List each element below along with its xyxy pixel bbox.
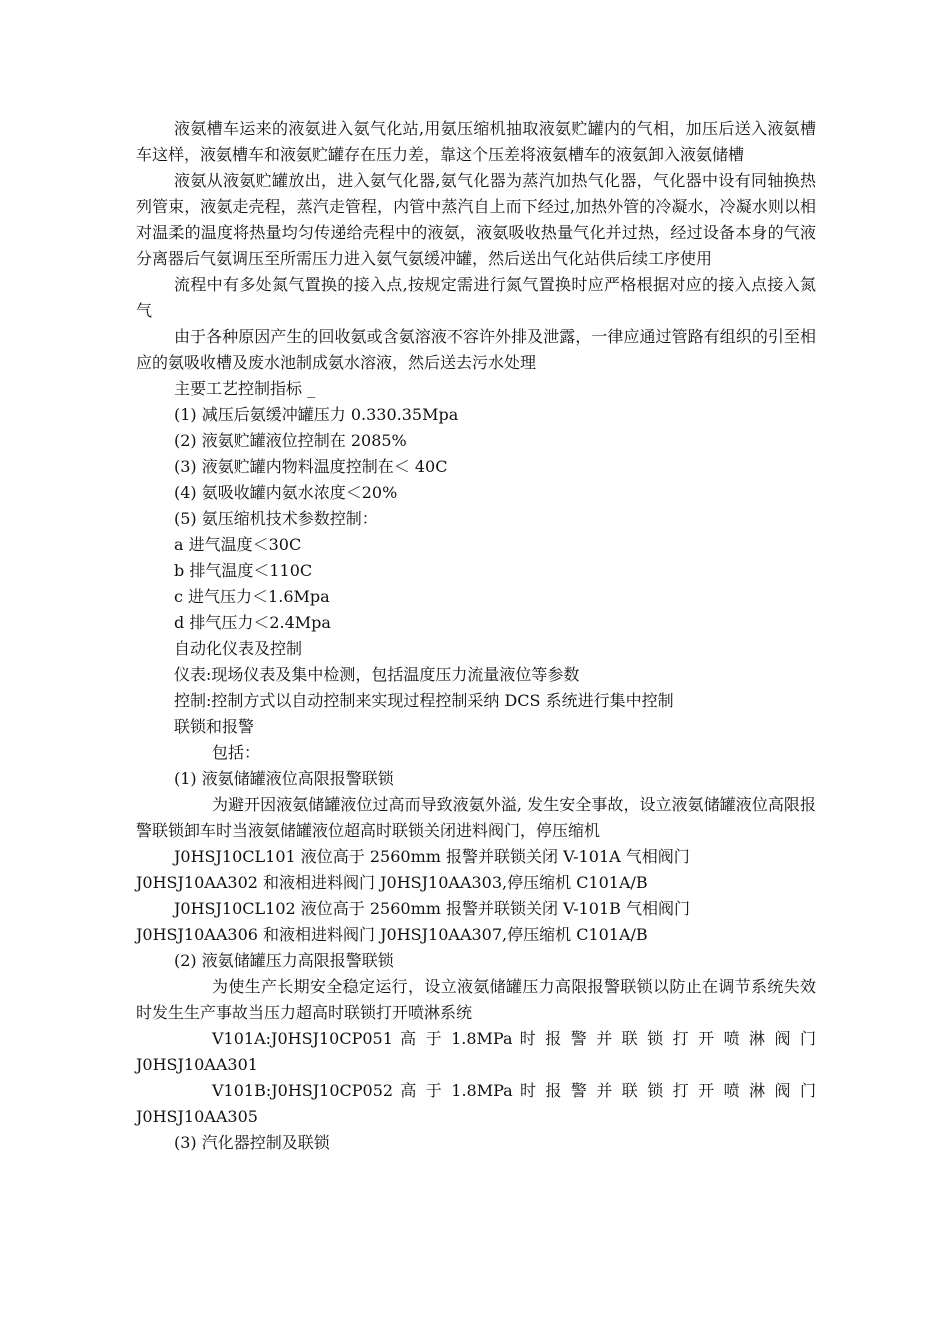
automation-heading: 自动化仪表及控制	[174, 639, 303, 658]
section1-line1b: J0HSJ10AA302 和液相进料阀门 J0HSJ10AA303,停压缩机 C101A/B	[136, 873, 648, 892]
section1-line2a: J0HSJ10CL102 液位高于 2560mm 报警并联锁关闭 V-101B 气相阀门	[174, 899, 690, 918]
compressor-param-c: c 进气压力＜1.6Mpa	[174, 587, 330, 606]
control-item-2: (2) 液氨贮罐液位控制在 2085%	[174, 431, 407, 450]
section2-line-a1: V101A:J0HSJ10CP051 高 于 1.8MPa 时 报 警 并 联 锁 打 开 喷 淋 阀 门	[212, 1029, 816, 1048]
control-item-5: (5) 氨压缩机技术参数控制：	[174, 509, 378, 528]
section2-line-b2: J0HSJ10AA305	[136, 1107, 258, 1126]
control-item-1: (1) 减压后氨缓冲罐压力 0.330.35Mpa	[174, 405, 459, 424]
compressor-param-a: a 进气温度＜30C	[174, 535, 302, 554]
control-item-4: (4) 氨吸收罐内氨水浓度＜20%	[174, 483, 398, 502]
interlock-heading: 联锁和报警	[174, 717, 255, 736]
paragraph-unloading: 液氨槽车运来的液氨进入氨气化站,用氨压缩机抽取液氨贮罐内的气相，加压后送入液氨槽车这样，液氨槽车和液氨贮罐存在压力差，靠这个压差将液氨槽车的液氨卸入液氨储槽	[136, 119, 816, 164]
compressor-param-b: b 排气温度＜110C	[174, 561, 313, 580]
automation-instrument: 仪表:现场仪表及集中检测，包括温度压力流量液位等参数	[174, 665, 580, 684]
control-heading: 主要工艺控制指标 _	[174, 379, 316, 398]
section1-line1a: J0HSJ10CL101 液位高于 2560mm 报警并联锁关闭 V-101A 气相阀门	[174, 847, 690, 866]
compressor-param-d: d 排气压力＜2.4Mpa	[174, 613, 331, 632]
control-item-3: (3) 液氨贮罐内物料温度控制在＜ 40C	[174, 457, 448, 476]
include-label: 包括：	[212, 743, 261, 762]
section2-line-b1: V101B:J0HSJ10CP052 高 于 1.8MPa 时 报 警 并 联 锁 打 开 喷 淋 阀 门	[212, 1081, 816, 1100]
section2-line-a2: J0HSJ10AA301	[136, 1055, 258, 1074]
paragraph-vaporizer: 液氨从液氨贮罐放出，进入氨气化器,氨气化器为蒸汽加热气化器，气化器中设有同轴换热列管束，液氨走壳程，蒸汽走管程，内管中蒸汽自上而下经过,加热外管的冷凝水，冷凝水则以相对温柔的温度将热量均匀传递给壳程中的液氨，液氨吸收热量气化并过热，经过设备本身的气液分离器后气氨调压至所需压力进入氨气氨缓冲罐，然后送出气化站供后续工序使用	[136, 171, 816, 268]
section2-description: 为使生产长期安全稳定运行，设立液氨储罐压力高限报警联锁以防止在调节系统失效时发生生产事故当压力超高时联锁打开喷淋系统	[136, 977, 816, 1022]
document-body	[136, 116, 816, 1156]
automation-control: 控制:控制方式以自动控制来实现过程控制采纳 DCS 系统进行集中控制	[174, 691, 674, 710]
section1-line2b: J0HSJ10AA306 和液相进料阀门 J0HSJ10AA307,停压缩机 C101A/B	[136, 925, 648, 944]
section3-title: (3) 汽化器控制及联锁	[174, 1133, 330, 1152]
section2-title: (2) 液氨储罐压力高限报警联锁	[174, 951, 394, 970]
paragraph-nitrogen: 流程中有多处氮气置换的接入点,按规定需进行氮气置换时应严格根据对应的接入点接入氮气	[136, 275, 816, 320]
section1-title: (1) 液氨储罐液位高限报警联锁	[174, 769, 394, 788]
paragraph-recovery: 由于各种原因产生的回收氨或含氨溶液不容许外排及泄露，一律应通过管路有组织的引至相应的氨吸收槽及废水池制成氨水溶液，然后送去污水处理	[136, 327, 816, 372]
section1-description: 为避开因液氨储罐液位过高而导致液氨外溢, 发生安全事故，设立液氨储罐液位高限报警联锁卸车时当液氨储罐液位超高时联锁关闭进料阀门，停压缩机	[136, 795, 816, 840]
